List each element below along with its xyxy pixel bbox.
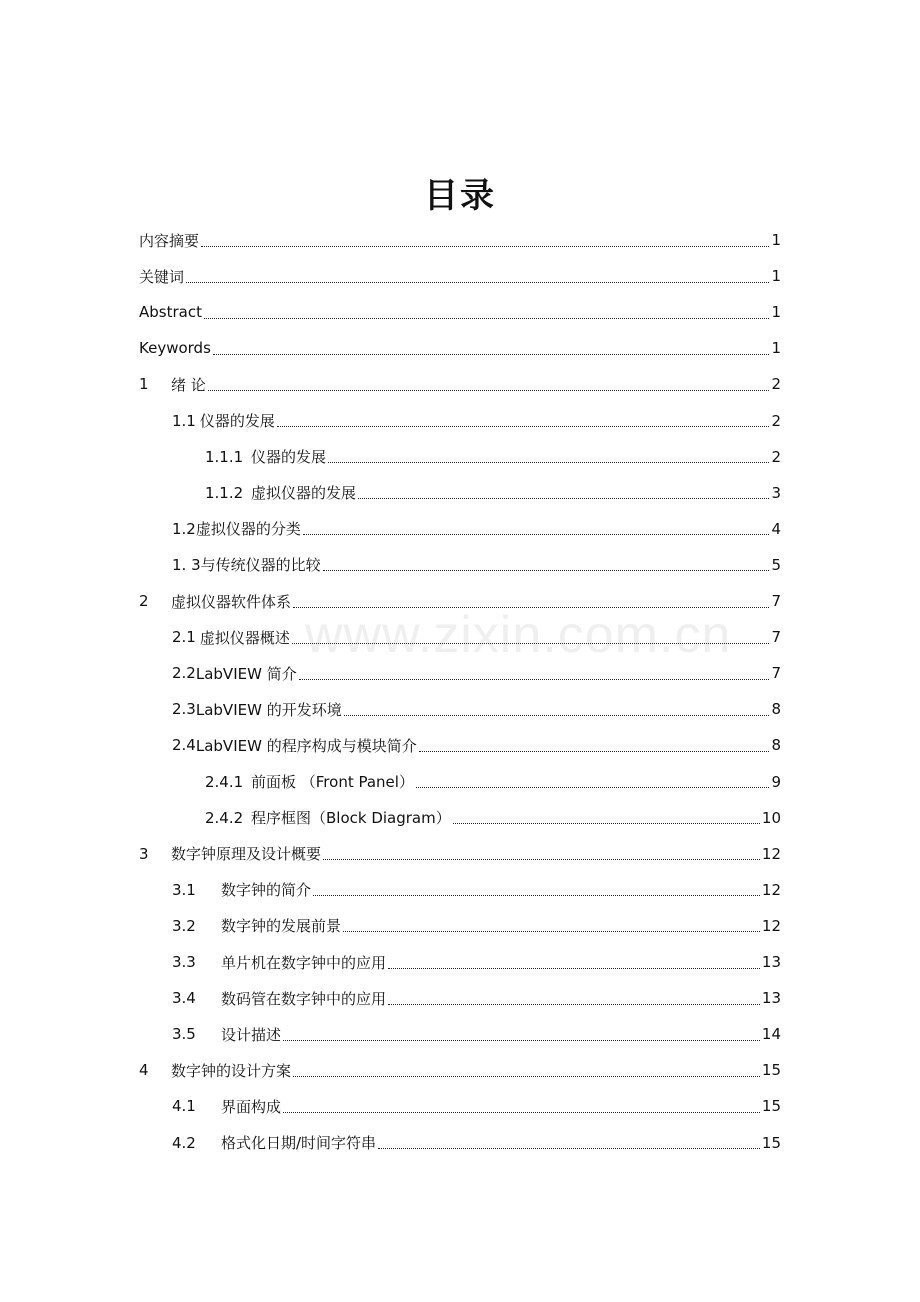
toc-entry-number: 3 xyxy=(139,844,149,863)
toc-entry[interactable] xyxy=(205,800,781,836)
toc-entry-label: 虚拟仪器软件体系 xyxy=(171,592,292,611)
toc-entry-label: 格式化日期/时间字符串 xyxy=(221,1134,377,1152)
watermark: www.zixin.com.cn xyxy=(305,606,732,664)
dot-leader xyxy=(293,1076,760,1077)
toc-entry-label: 数字钟的设计方案 xyxy=(171,1061,292,1080)
dot-leader xyxy=(283,1112,760,1113)
dot-leader xyxy=(343,931,760,932)
dot-leader xyxy=(344,715,770,716)
toc-entry-label: 程序框图（Block Diagram） xyxy=(251,809,451,828)
toc-entry[interactable] xyxy=(172,1016,781,1052)
toc-entry-label: 数字钟的发展前景 xyxy=(221,917,342,936)
toc-entry[interactable] xyxy=(172,872,781,908)
toc-entry-page-number: 2 xyxy=(771,411,781,430)
toc-entry[interactable] xyxy=(139,222,781,258)
toc-entry-label: LabVIEW 简介 xyxy=(195,664,297,683)
toc-entry-number: 2.4 xyxy=(172,736,196,755)
toc-entry[interactable] xyxy=(172,1088,781,1124)
dot-leader xyxy=(323,859,760,860)
toc-entry-page-number: 1 xyxy=(771,231,781,249)
toc-entry-label: 仪器的发展 xyxy=(199,412,275,430)
toc-entry-page-number: 8 xyxy=(771,736,781,755)
toc-entry-label: 前面板 （Front Panel） xyxy=(251,773,414,791)
toc-entry-number: 3.2 xyxy=(172,916,196,935)
toc-entry[interactable] xyxy=(205,764,781,800)
toc-entry-label: 界面构成 xyxy=(221,1097,282,1116)
toc-entry-page-number: 1 xyxy=(771,303,781,322)
dot-leader xyxy=(388,968,760,969)
toc-entry-label: Keywords xyxy=(139,339,211,358)
toc-entry-label: 虚拟仪器的分类 xyxy=(195,520,301,539)
toc-entry-label: 仪器的发展 xyxy=(251,448,327,467)
toc-entry-label: 虚拟仪器的发展 xyxy=(251,484,357,503)
toc-entry-number: 2.4.2 xyxy=(205,808,244,827)
toc-entry-label: LabVIEW 的程序构成与模块简介 xyxy=(195,736,417,755)
toc-entry[interactable] xyxy=(172,511,781,547)
dot-leader xyxy=(328,462,769,463)
toc-entry-page-number: 1 xyxy=(771,267,781,286)
toc-title: 目录 xyxy=(424,176,496,216)
toc-entry-number: 4.2 xyxy=(172,1133,196,1152)
toc-entry-page-number: 15 xyxy=(761,1133,781,1152)
toc-entry-page-number: 7 xyxy=(771,628,781,647)
toc-entry-number: 3.5 xyxy=(172,1025,196,1044)
toc-entry-label: 关键词 xyxy=(139,267,185,286)
toc-entry[interactable] xyxy=(172,1125,781,1161)
toc-entry-page-number: 3 xyxy=(771,483,781,502)
dot-leader xyxy=(358,498,769,499)
dot-leader xyxy=(453,823,760,824)
toc-entry-number: 4 xyxy=(139,1061,149,1080)
toc-entry[interactable] xyxy=(172,980,781,1016)
toc-entry-page-number: 2 xyxy=(771,375,781,394)
toc-entry-page-number: 13 xyxy=(761,989,781,1008)
toc-entry-number: 2.2 xyxy=(172,664,196,683)
dot-leader xyxy=(293,607,769,608)
toc-entry[interactable] xyxy=(205,439,781,475)
toc-entry[interactable] xyxy=(172,908,781,944)
toc-entry-page-number: 12 xyxy=(761,880,781,899)
dot-leader xyxy=(378,1148,760,1149)
toc-entry-page-number: 12 xyxy=(761,844,781,863)
dot-leader xyxy=(213,354,770,355)
dot-leader xyxy=(186,282,769,283)
toc-entry-label: 设计描述 xyxy=(221,1025,282,1044)
dot-leader xyxy=(277,426,770,427)
toc-entry[interactable] xyxy=(172,944,781,980)
toc-entry[interactable] xyxy=(139,258,781,294)
toc-entry-page-number: 7 xyxy=(771,664,781,683)
toc-entry-number: 4.1 xyxy=(172,1097,196,1116)
toc-entry-number: 3.3 xyxy=(172,953,196,971)
toc-entry[interactable] xyxy=(172,403,781,439)
dot-leader xyxy=(419,751,770,752)
toc-entry-page-number: 13 xyxy=(761,953,781,971)
toc-entry-label: 数字钟的简介 xyxy=(221,881,312,900)
toc-entry[interactable] xyxy=(205,475,781,511)
dot-leader xyxy=(313,895,760,896)
toc-entry-number: 2.4.1 xyxy=(205,772,244,791)
toc-entry-label: 虚拟仪器概述 xyxy=(199,628,290,647)
toc-entry[interactable] xyxy=(172,727,781,763)
toc-entry-label: 内容摘要 xyxy=(139,231,200,250)
toc-entry-page-number: 5 xyxy=(771,555,781,574)
toc-entry-page-number: 7 xyxy=(771,592,781,610)
toc-entry[interactable] xyxy=(139,330,781,366)
toc-entry-label: 与传统仪器的比较 xyxy=(200,556,321,575)
toc-entry-page-number: 8 xyxy=(771,700,781,719)
toc-entry-number: 1.1.1 xyxy=(205,447,244,466)
toc-entry[interactable] xyxy=(139,1052,781,1088)
dot-leader xyxy=(208,390,770,391)
dot-leader xyxy=(299,679,770,680)
toc-entry-number: 3.1 xyxy=(172,880,196,899)
toc-entry[interactable] xyxy=(172,655,781,691)
toc-entry[interactable] xyxy=(172,619,781,655)
toc-entry-label: 数码管在数字钟中的应用 xyxy=(221,989,387,1008)
toc-entry[interactable] xyxy=(172,691,781,727)
dot-leader xyxy=(388,1004,760,1005)
toc-entry-label: 单片机在数字钟中的应用 xyxy=(221,953,387,972)
toc-entry-page-number: 9 xyxy=(771,772,781,791)
dot-leader xyxy=(283,1040,760,1041)
dot-leader xyxy=(204,318,769,319)
toc-entry-label: 绪 论 xyxy=(171,375,206,394)
toc-entry-page-number: 15 xyxy=(761,1097,781,1116)
toc-entry-page-number: 2 xyxy=(771,447,781,466)
toc-entry-page-number: 1 xyxy=(771,339,781,358)
dot-leader xyxy=(303,534,770,535)
toc-entry-number: 1.1 xyxy=(172,411,196,430)
dot-leader xyxy=(292,643,770,644)
toc-entry-number: 3.4 xyxy=(172,989,196,1008)
toc-entry-number: 2.1 xyxy=(172,628,196,647)
toc-entry-page-number: 4 xyxy=(771,519,781,538)
toc-entry-number: 1 xyxy=(139,375,149,394)
toc-entry-label: Abstract xyxy=(139,303,202,322)
toc-entry-page-number: 14 xyxy=(761,1025,781,1044)
toc-entry-page-number: 15 xyxy=(761,1061,781,1080)
toc-entry-label: LabVIEW 的开发环境 xyxy=(195,700,342,719)
toc-entry[interactable] xyxy=(139,294,781,330)
toc-entry[interactable] xyxy=(139,366,781,402)
dot-leader xyxy=(323,570,770,571)
toc-entry-page-number: 12 xyxy=(761,916,781,935)
toc-entry-number: 1. 3 xyxy=(172,555,201,574)
dot-leader xyxy=(416,787,770,788)
toc-entry-page-number: 10 xyxy=(761,808,781,827)
toc-entry[interactable] xyxy=(172,547,781,583)
toc-entry-number: 1.2 xyxy=(172,519,196,538)
toc-entry-label: 数字钟原理及设计概要 xyxy=(171,845,322,864)
toc-entry[interactable] xyxy=(139,836,781,872)
toc-entry-number: 2 xyxy=(139,592,149,610)
dot-leader xyxy=(201,246,769,247)
toc-entry[interactable] xyxy=(139,583,781,619)
toc-entry-number: 1.1.2 xyxy=(205,483,244,502)
toc-entry-number: 2.3 xyxy=(172,700,196,719)
